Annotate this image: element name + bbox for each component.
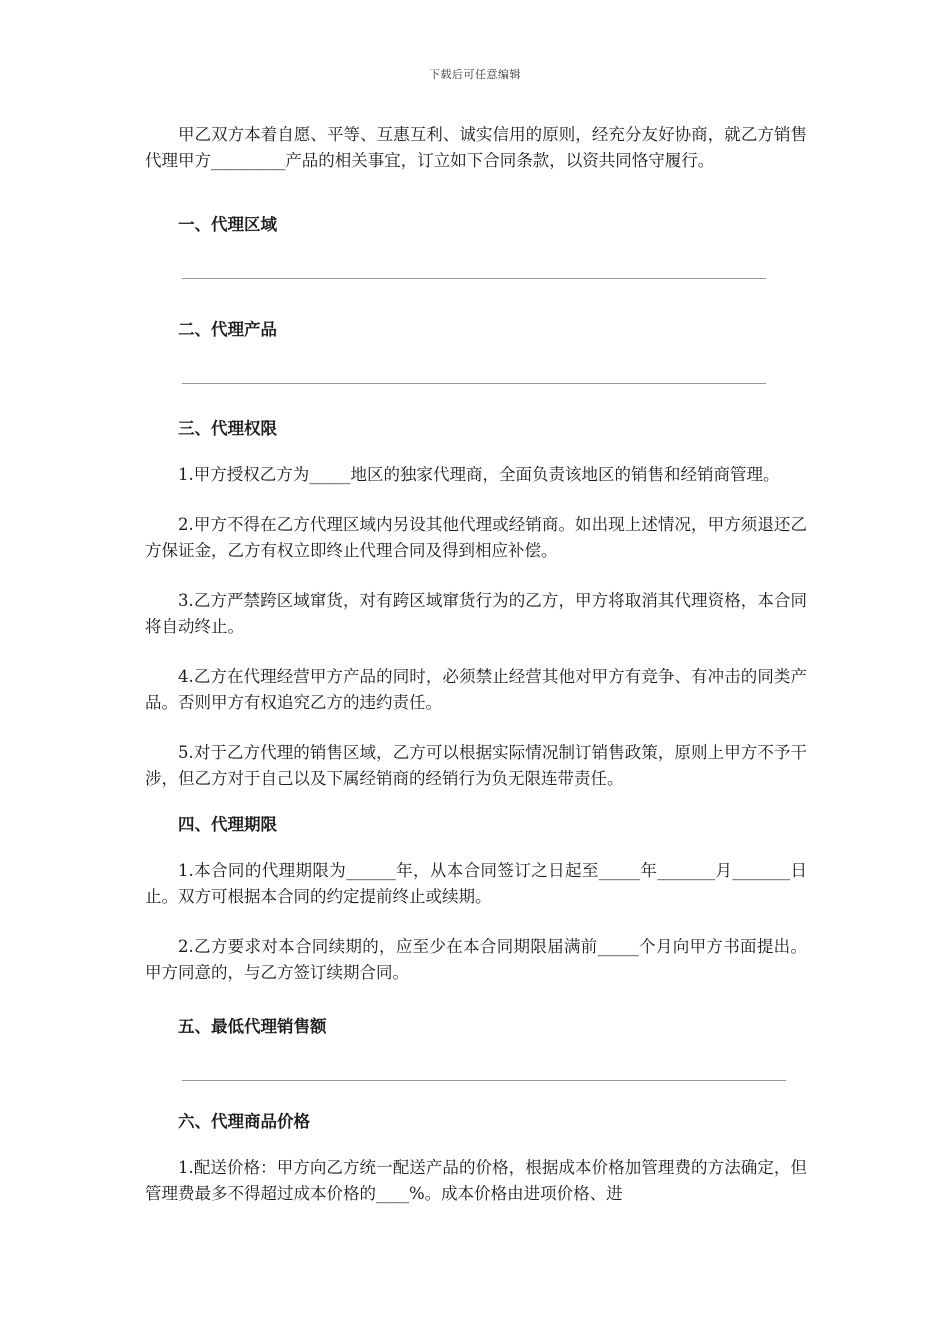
blank-line-products (182, 383, 766, 384)
page-header-note: 下载后可任意编辑 (429, 68, 521, 81)
price-item-1: 1.配送价格：甲方向乙方统一配送产品的价格，根据成本价格加管理费的方法确定，但管理费最多不得超过成本价格的____%。成本价格由进项价格、进 (145, 1158, 807, 1203)
authority-item-2: 2.甲方不得在乙方代理区域内另设其他代理或经销商。如出现上述情况，甲方须退还乙方保证金，乙方有权立即终止代理合同及得到相应补偿。 (145, 515, 807, 560)
section-heading-products: 二、代理产品 (178, 320, 277, 339)
intro-paragraph: 甲乙双方本着自愿、平等、互惠互利、诚实信用的原则，经充分友好协商，就乙方销售代理甲方_________产品的相关事宜，订立如下合同条款，以资共同恪守履行。 (145, 125, 807, 170)
term-item-1: 1.本合同的代理期限为______年，从本合同签订之日起至_____年_______月_______日止。双方可根据本合同的约定提前终止或续期。 (145, 861, 807, 906)
section-heading-price: 六、代理商品价格 (178, 1112, 310, 1131)
blank-line-region (182, 278, 766, 279)
term-item-2: 2.乙方要求对本合同续期的，应至少在本合同期限届满前_____个月向甲方书面提出。甲方同意的，与乙方签订续期合同。 (145, 937, 807, 982)
section-heading-min-sales: 五、最低代理销售额 (178, 1017, 327, 1036)
authority-item-1: 1.甲方授权乙方为_____地区的独家代理商，全面负责该地区的销售和经销商管理。 (178, 465, 780, 484)
authority-item-5: 5.对于乙方代理的销售区域，乙方可以根据实际情况制订销售政策，原则上甲方不予干涉，但乙方对于自己以及下属经销商的经销行为负无限连带责任。 (145, 743, 807, 788)
section-heading-authority: 三、代理权限 (178, 419, 277, 438)
section-heading-region: 一、代理区域 (178, 215, 277, 234)
authority-item-4: 4.乙方在代理经营甲方产品的同时，必须禁止经营其他对甲方有竞争、有冲击的同类产品。否则甲方有权追究乙方的违约责任。 (145, 667, 807, 712)
authority-item-3: 3.乙方严禁跨区域窜货，对有跨区域窜货行为的乙方，甲方将取消其代理资格，本合同将自动终止。 (145, 591, 807, 636)
blank-line-min-sales (182, 1080, 786, 1081)
contract-body (145, 122, 807, 1231)
section-heading-term: 四、代理期限 (178, 815, 277, 834)
